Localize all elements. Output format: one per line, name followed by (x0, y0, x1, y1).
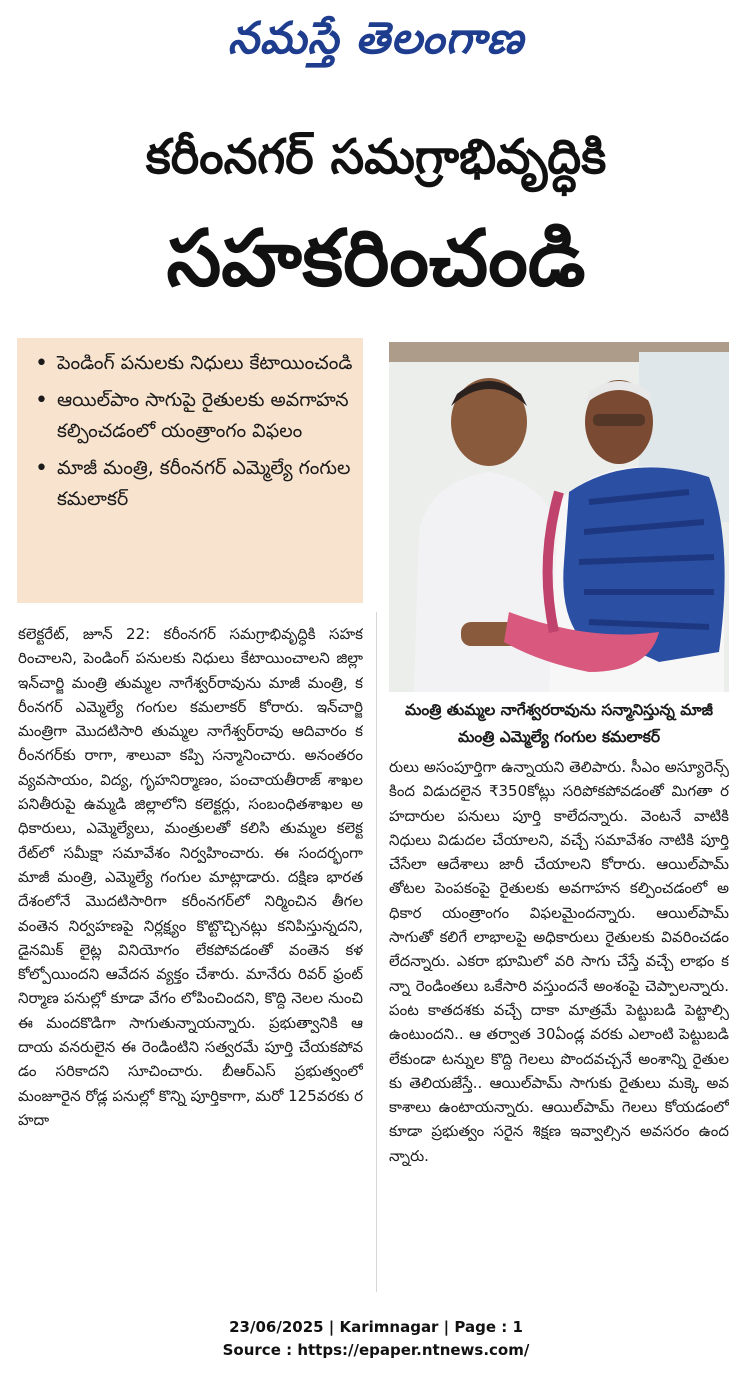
summary-list (31, 348, 355, 515)
footer-source: Source : https://epaper.ntnews.com/ (222, 1341, 530, 1359)
summary-point: • పెండింగ్ పనులకు నిధులు కేటాయించండి (31, 348, 355, 379)
newspaper-masthead: నమస్తే తెలంగాణ (227, 13, 525, 64)
headline-line-2: సహకరించండి (166, 214, 586, 304)
headline-line-1: కరీంనగర్ సమగ్రాభివృద్ధికి (145, 129, 607, 185)
news-photo (389, 342, 729, 692)
photo-illustration (389, 342, 729, 692)
summary-box (17, 338, 363, 603)
photo-caption: మంత్రి తుమ్మల నాగేశ్వరరావును సన్మానిస్తున్న మాజీ మంత్రి ఎమ్మెల్యే గంగుల కమలాకర్ (405, 701, 713, 746)
article-column-right: రులు అసంపూర్తిగా ఉన్నాయని తెలిపారు. సీఎం అస్యూరెన్స్ కింద విడుదలైన ₹350కోట్లు సరిపోకపోవడంతో మిగతా రహదారుల పనులు పూర్తి కాలేదన్నారు. వెంటనే వాటికి నిధులు విడుదల చేయాలని, వచ్చే సమావేశం నాటికి పూర్తి చేసేలా ఆదేశాలు జారీ చేయాలని కోరారు. ఆయిల్‌పామ్ తోటల పెంపకంపై రైతులకు అవగాహన కల్పించడంలో అధికార యంత్రాంగం విఫలమైందన్నారు. ఆయిల్‌పామ్ సాగుతో కలిగే లాభాలపై అధికారులు రైతులకు వివరించడం లేదన్నారు. ఎకరా భూమిలో వరి సాగు చేస్తే వచ్చే లాభం కన్నా రెండింతలు ఒకేసారి వస్తుందనే అంశంపై చెప్పాలన్నారు. పంట కాతదశకు వచ్చే దాకా మాత్రమే పెట్టుబడి పెట్టాల్సి ఉంటుందని.. ఆ తర్వాత 30ఏండ్ల వరకు ఎలాంటి పెట్టుబడి లేకుండా టన్నుల కొద్ది గెలలు పొందవచ్చనే అంశాన్ని రైతులకు తెలియజేస్తే.. ఆయిల్‌పామ్ సాగుకు రైతులు మక్కె అవకాశాలు ఉంటాయన్నారు. ఆయిల్‌పామ్ గెలలు కోయడంలో కూడా ప్రభుత్వం సరైన శిక్షణ ఇవ్వాల్సిన అవసరం ఉందన్నారు. (389, 758, 729, 1165)
column-divider (376, 612, 377, 1292)
summary-point: • మాజీ మంత్రి, కరీంనగర్ ఎమ్మెల్యే గంగుల కమలాకర్ (31, 453, 355, 515)
summary-point: • ఆయిల్‌పాం సాగుపై రైతులకు అవగాహన కల్పించడంలో యంత్రాంగం విఫలం (31, 385, 355, 447)
footer-dateline: 23/06/2025 | Karimnagar | Page : 1 (229, 1318, 523, 1336)
article-column-left: కలెక్టరేట్, జూన్ 22: కరీంనగర్ సమగ్రాభివృద్ధికి సహకరించాలని, పెండింగ్ పనులకు నిధులు కేటాయించాలని జిల్లా ఇన్‌చార్జి మంత్రి తుమ్మల నాగేశ్వర్‌రావును మాజీ మంత్రి, కరీంనగర్ ఎమ్మెల్యే గంగుల కమలాకర్ కోరారు. ఇన్‌చార్జి మంత్రిగా మొదటిసారి తుమ్మల నాగేశ్వర్‌రావు ఆదివారం కరీంనగర్‌కు రాగా, శాలువా కప్పి సన్మానించారు. అనంతరం వ్యవసాయం, విద్య, గృహనిర్మాణం, పంచాయతీరాజ్ శాఖల పనితీరుపై ఉమ్మడి జిల్లాలోని కలెక్టర్లు, సంబంధితశాఖల అధికారులు, ఎమ్మెల్యేలు, మంత్రులతో కలిసి తుమ్మల కలెక్టరేట్‌లో సమీక్షా సమావేశం నిర్వహించారు. ఈ సందర్భంగా మాజీ మంత్రి, ఎమ్మెల్యే గంగుల మాట్లాడారు. దక్షిణ భారతదేశంలోనే మొదటిసారిగా కరీంనగర్‌లో నిర్మించిన తీగల వంతెన నిర్వహణపై నిర్లక్ష్యం కొట్టొచ్చినట్లు కనిపిస్తున్నదని, డైనమిక్ లైట్ల వినియోగం లేకపోవడంతో వంతెన కళ కోల్పోయిందని ఆవేదన వ్యక్తం చేశారు. మానేరు రివర్ ఫ్రంట్ నిర్మాణ పనుల్లో కూడా వేగం లోపించిందని, కొద్ది నెలల నుంచి ఈ మందకొడిగా సాగుతున్నాయన్నారు. ప్రభుత్వానికి ఆదాయ వనరులైన ఈ రెండింటిని సత్వరమే పూర్తి చేయకపోవడం సరికాదని సూచించారు. బీఆర్‌ఎస్ ప్రభుత్వంలో మంజూరైన రోడ్ల పనుల్లో కొన్ని పూర్తికాగా, మరో 125వరకు రహదా (18, 625, 363, 1129)
